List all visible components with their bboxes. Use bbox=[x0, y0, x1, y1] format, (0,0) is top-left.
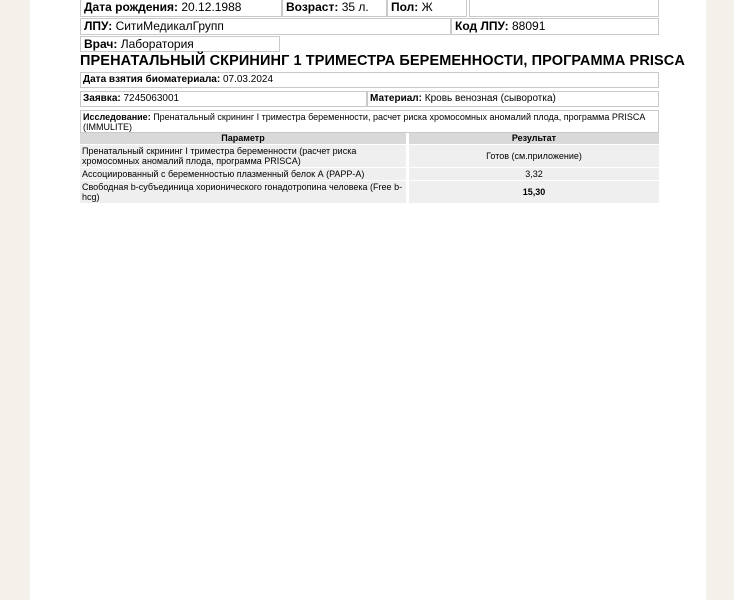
sex-value: Ж bbox=[421, 0, 433, 14]
result-cell: 3,32 bbox=[409, 168, 659, 181]
lpu-cell bbox=[80, 18, 451, 35]
material-value: Кровь венозная (сыворотка) bbox=[424, 93, 556, 104]
study-value: Пренатальный скрининг I триместра беременности, расчет риска хромосомных аномалий плода, программа PRISCA (IMMULITE) bbox=[83, 112, 645, 132]
birth-date-value: 20.12.1988 bbox=[181, 0, 242, 14]
age-cell bbox=[282, 0, 387, 17]
param-cell: Свободная b-субъединица хорионического гонадотропина человека (Free b-hcg) bbox=[80, 181, 406, 204]
study-cell bbox=[80, 110, 659, 133]
age-value: 35 л. bbox=[341, 0, 369, 14]
birth-date-label: Дата рождения: bbox=[84, 0, 179, 14]
table-row bbox=[80, 168, 659, 181]
study-label: Исследование: bbox=[83, 112, 151, 122]
order-label: Заявка: bbox=[83, 93, 121, 104]
lpu-value: СитиМедикалГрупп bbox=[115, 19, 224, 33]
table-row bbox=[80, 145, 659, 168]
sample-date-cell bbox=[80, 72, 659, 88]
doctor-label: Врач: bbox=[84, 37, 118, 51]
material-cell bbox=[367, 91, 659, 107]
table-row bbox=[80, 181, 659, 204]
results-table bbox=[80, 133, 659, 204]
order-value: 7245063001 bbox=[123, 93, 180, 104]
result-cell: Готов (см.приложение) bbox=[409, 145, 659, 168]
lpu-code-cell bbox=[451, 18, 659, 35]
doctor-value: Лаборатория bbox=[120, 37, 194, 51]
param-cell: Пренатальный скрининг I триместра беременности (расчет риска хромосомных аномалий плода, программа PRISCA) bbox=[80, 145, 406, 168]
report-title: ПРЕНАТАЛЬНЫЙ СКРИНИНГ 1 ТРИМЕСТРА БЕРЕМЕННОСТИ, ПРОГРАММА PRISCA bbox=[80, 53, 685, 69]
birth-date-cell bbox=[80, 0, 282, 17]
report-page bbox=[30, 0, 706, 600]
lpu-label: ЛПУ: bbox=[84, 19, 113, 33]
sex-label: Пол: bbox=[391, 0, 419, 14]
material-label: Материал: bbox=[370, 93, 422, 104]
param-column-header: Параметр bbox=[80, 133, 406, 145]
sample-date-value: 07.03.2024 bbox=[222, 74, 274, 85]
sex-cell bbox=[387, 0, 467, 17]
order-cell bbox=[80, 91, 367, 107]
param-cell: Ассоциированный с беременностью плазменный белок А (PAPP-A) bbox=[80, 168, 406, 181]
doctor-cell bbox=[80, 36, 280, 52]
sample-date-label: Дата взятия биоматериала: bbox=[83, 74, 221, 85]
age-label: Возраст: bbox=[286, 0, 339, 14]
lpu-code-value: 88091 bbox=[512, 19, 546, 33]
result-cell: 15,30 bbox=[409, 181, 659, 204]
lpu-code-label: Код ЛПУ: bbox=[455, 19, 509, 33]
result-column-header: Результат bbox=[409, 133, 659, 145]
empty-cell bbox=[469, 0, 659, 17]
results-header-row bbox=[80, 133, 659, 145]
